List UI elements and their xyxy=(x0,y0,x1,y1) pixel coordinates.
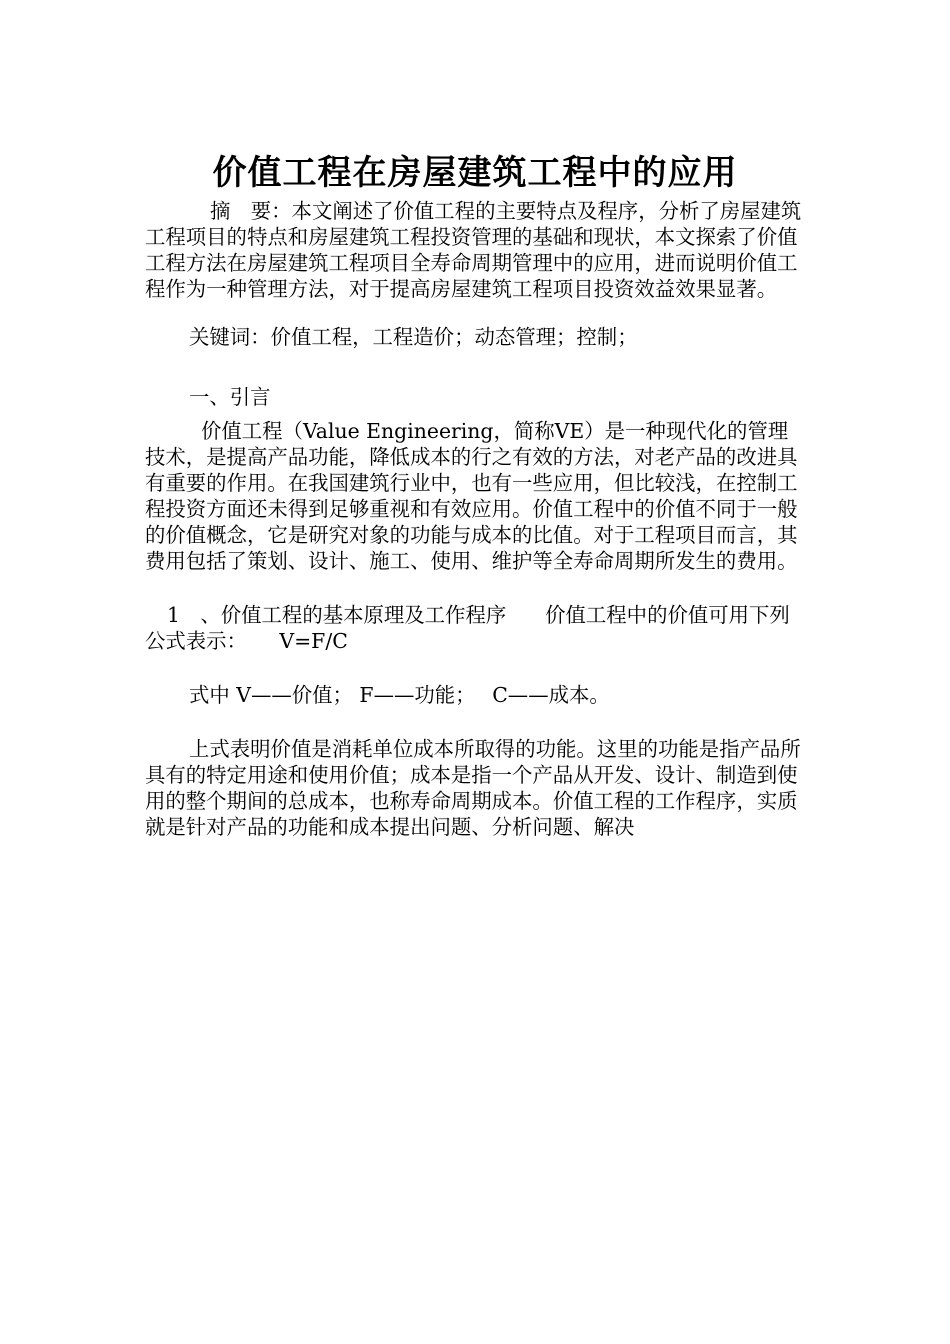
document-title: 价值工程在房屋建筑工程中的应用 xyxy=(212,152,738,193)
formula-explanation: 式中 V——价值； F——功能； C——成本。 xyxy=(189,683,610,707)
keywords-paragraph: 关键词：价值工程，工程造价；动态管理；控制； xyxy=(189,325,638,349)
intro-paragraph: 价值工程（Value Engineering，简称VE）是一种现代化的管理技术，是提高产品功能，降低成本的行之有效的方法，对老产品的改进具有重要的作用。在我国建筑行业中，也有一些应用，但比较浅，在控制工程投资方面还未得到足够重视和有效应用。价值工程中的价值不同于一般的价值概念，它是研究对象的功能与成本的比值。对于工程项目而言，其费用包括了策划、设计、施工、使用、维护等全寿命周期所发生的费用。 xyxy=(145,419,798,573)
section1-text: 价值工程中的价值可用下列公式表示： xyxy=(145,603,790,653)
body-paragraph: 上式表明价值是消耗单位成本所取得的功能。这里的功能是指产品所具有的特定用途和使用价值；成本是指一个产品从开发、设计、制造到使用的整个期间的总成本，也称寿命周期成本。价值工程的工作程序，实质就是针对产品的功能和成本提出问题、分析问题、解决 xyxy=(145,737,801,839)
document-body xyxy=(145,198,807,840)
section-heading-intro: 一、引言 xyxy=(189,385,271,409)
value-formula: V=F/C xyxy=(279,629,348,653)
section1-heading: 1 、价值工程的基本原理及工作程序 xyxy=(167,603,507,627)
section1-paragraph xyxy=(145,602,807,654)
abstract-paragraph: 摘 要：本文阐述了价值工程的主要特点及程序，分析了房屋建筑工程项目的特点和房屋建筑工程投资管理的基础和现状，本文探索了价值工程方法在房屋建筑工程项目全寿命周期管理中的应用，进而说明价值工程作为一种管理方法，对于提高房屋建筑工程项目投资效益效果显著。 xyxy=(145,199,802,301)
